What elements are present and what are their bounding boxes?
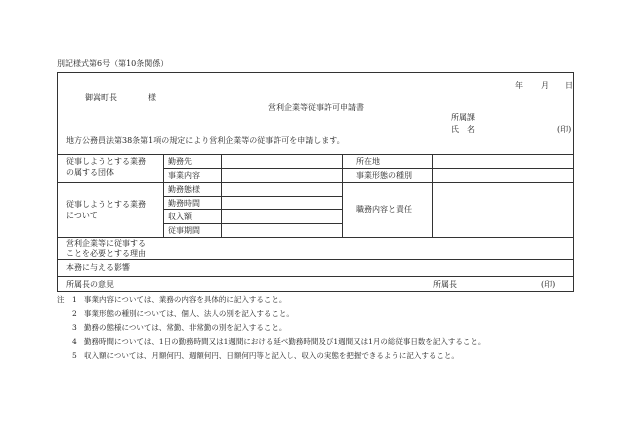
income-label: 収入額 [168,212,192,221]
date-month-label: 月 [541,81,549,90]
supervisor-seal: (印) [541,280,556,289]
impact-label: 本務に与える影響 [66,263,130,272]
business-type-label: 事業形態の種別 [356,171,412,180]
grid-line [57,154,574,155]
note-text: 事業内容については、業務の内容を具体的に記入すること。 [84,295,287,304]
location-label: 所在地 [356,157,380,166]
grid-line [342,154,343,237]
duty-header-line1: 従事しようとする業務 [66,200,146,209]
notes-prefix: 注 [57,295,65,304]
grid-line [163,154,164,237]
note-number: 5 [72,351,77,360]
application-statement: 地方公務員法第38条第1項の規定により営利企業等の従事許可を申請します。 [66,136,345,145]
grid-line [163,209,342,210]
supervisor-opinion-label: 所属長の意見 [66,280,114,289]
reason-line1: 営利企業等に従事する [66,239,146,248]
business-label: 事業内容 [168,171,200,180]
date-day-label: 日 [565,81,573,90]
department-label: 所属課 [451,113,475,122]
note-number: 3 [72,323,77,332]
grid-line [163,223,342,224]
form-title: 営利企業等従事許可申請書 [268,103,364,112]
note-number: 4 [72,337,77,346]
note-number: 2 [72,309,77,318]
note-text: 収入額については、月額何円、週額何円、日額何円等と記入し、収入の実態を把握できるように記入すること。 [84,351,459,360]
org-header-line2: の属する団体 [66,168,114,177]
grid-line [163,196,342,197]
grid-line [57,182,574,183]
grid-line [432,154,433,237]
form-reference: 別記様式第6号（第10条関係） [57,59,169,68]
grid-line [221,154,222,237]
reason-line2: ことを必要とする理由 [66,249,146,258]
period-label: 従事期間 [168,226,200,235]
applicant-seal: (印) [557,125,572,134]
note-number: 1 [72,295,77,304]
position-label: 職務内容と責任 [356,205,412,214]
grid-line [57,259,574,260]
supervisor-label: 所属長 [433,280,457,289]
work-hours-label: 勤務時間 [168,199,200,208]
note-text: 勤務時間については、1日の勤務時間又は1週間における延べ勤務時間及び1週間又は1月の総従事日数を記入すること。 [84,337,486,346]
duty-header-line2: について [66,211,98,220]
note-text: 事業形態の種別については、個人、法人の別を記入すること。 [84,309,294,318]
work-mode-label: 勤務態様 [168,185,200,194]
grid-line [163,168,574,169]
name-label: 氏 名 [451,125,475,134]
org-header-line1: 従事しようとする業務 [66,157,146,166]
employer-label: 勤務先 [168,157,192,166]
grid-line [57,237,574,238]
grid-line [57,276,574,277]
date-year-label: 年 [515,81,523,90]
addressee: 御嵩町長 [85,93,117,102]
note-text: 勤務の態様については、常勤、非常勤の別を記入すること。 [84,323,287,332]
honorific: 様 [148,93,156,102]
